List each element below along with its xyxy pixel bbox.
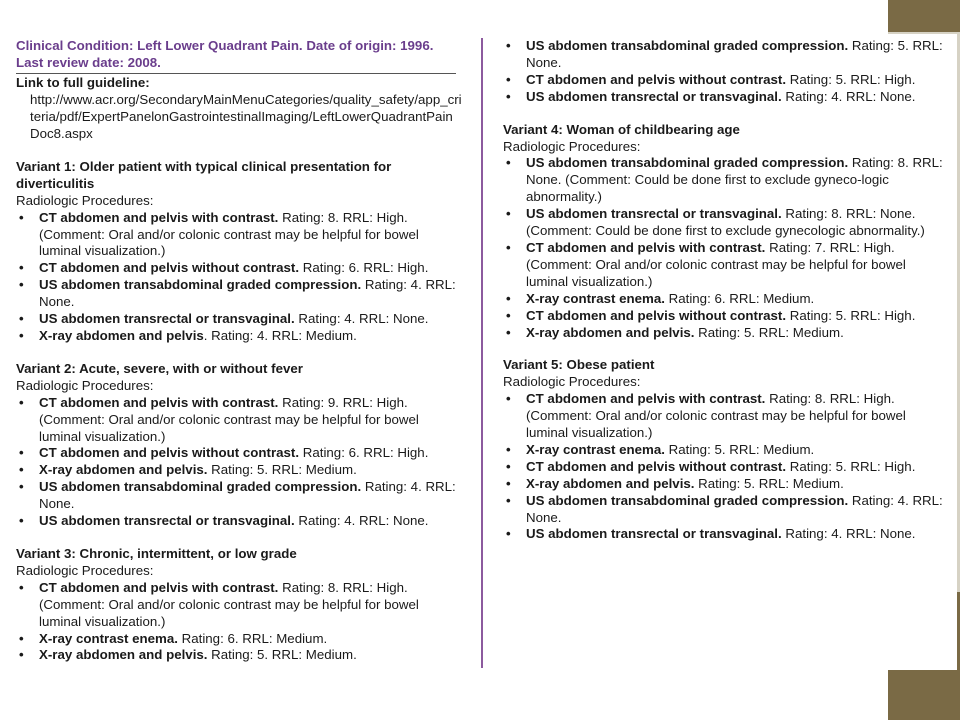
procedure-name: US abdomen transrectal or transvaginal. <box>526 526 782 542</box>
procedure-name: X-ray abdomen and pelvis. <box>39 647 208 663</box>
procedure-name: X-ray abdomen and pelvis. <box>526 324 695 340</box>
procedure-name: CT abdomen and pelvis with contrast. <box>526 239 766 255</box>
document-title: Clinical Condition: Left Lower Quadrant Pain. Date of origin: 1996. Last review date: 2008. <box>16 38 434 70</box>
procedure-rating: Rating: 9. RRL: High. (Comment: Oral and/or colonic contrast may be helpful for bowel luminal visualization.) <box>39 394 419 444</box>
procedure-name: US abdomen transrectal or transvaginal. <box>526 206 782 222</box>
continued-procedure-list <box>503 38 949 106</box>
procedure-rating: Rating: 4. RRL: None. <box>781 88 916 104</box>
procedure-name: X-ray abdomen and pelvis. <box>39 462 208 478</box>
procedure-rating: Rating: 5. RRL: Medium. <box>694 324 844 340</box>
procedure-rating: Rating: 5. RRL: Medium. <box>694 475 844 491</box>
procedure-item <box>16 462 462 479</box>
link-label: Link to full guideline: <box>16 75 150 91</box>
procedure-rating: Rating: 7. RRL: High. (Comment: Oral and/or colonic contrast may be helpful for bowel luminal visualization.) <box>526 239 906 289</box>
procedure-item <box>16 210 462 261</box>
procedure-rating: Rating: 6. RRL: Medium. <box>664 290 815 306</box>
procedure-rating: Rating: 8. RRL: High. (Comment: Oral and/or colonic contrast may be helpful for bowel luminal visualization.) <box>39 209 419 259</box>
procedure-item <box>16 328 462 345</box>
procedure-rating: Rating: 5. RRL: Medium. <box>207 647 357 663</box>
procedure-item <box>503 291 949 308</box>
procedure-rating: Rating: 5. RRL: High. <box>786 458 916 474</box>
procedure-item <box>16 513 462 530</box>
procedure-name: US abdomen transabdominal graded compression. <box>39 479 362 495</box>
procedure-item <box>503 38 949 72</box>
variant-section <box>503 122 949 342</box>
procedure-list <box>16 210 462 345</box>
variant-section <box>16 546 462 664</box>
procedures-label: Radiologic Procedures: <box>16 377 154 393</box>
procedure-name: CT abdomen and pelvis with contrast. <box>39 579 279 595</box>
right-variants <box>503 122 949 544</box>
procedure-rating: Rating: 4. RRL: None. <box>294 311 429 327</box>
procedure-name: CT abdomen and pelvis with contrast. <box>526 391 766 407</box>
procedure-rating: Rating: 5. RRL: Medium. <box>664 441 815 457</box>
procedures-label: Radiologic Procedures: <box>16 562 154 578</box>
procedure-name: US abdomen transabdominal graded compression. <box>39 277 362 293</box>
procedure-item <box>16 260 462 277</box>
procedure-item <box>503 493 949 527</box>
decorative-bar-top <box>888 0 960 32</box>
procedure-item <box>16 479 462 513</box>
procedure-item <box>503 325 949 342</box>
procedure-rating: Rating: 8. RRL: High. (Comment: Oral and/or colonic contrast may be helpful for bowel luminal visualization.) <box>39 579 419 629</box>
procedure-item <box>16 580 462 631</box>
procedure-name: US abdomen transabdominal graded compression. <box>526 38 849 53</box>
procedure-list <box>503 391 949 543</box>
procedure-item <box>16 277 462 311</box>
procedure-item <box>503 459 949 476</box>
procedure-item <box>16 311 462 328</box>
procedure-name: US abdomen transrectal or transvaginal. <box>526 88 782 104</box>
procedures-label: Radiologic Procedures: <box>503 374 641 390</box>
procedure-item <box>503 72 949 89</box>
procedure-item <box>16 647 462 664</box>
left-column <box>16 38 462 664</box>
procedure-name: CT abdomen and pelvis without contrast. <box>526 71 787 87</box>
procedure-rating: Rating: 6. RRL: High. <box>299 445 429 461</box>
procedure-list <box>503 155 949 341</box>
variant-title: Variant 3: Chronic, intermittent, or low grade <box>16 545 297 561</box>
procedure-name: X-ray abdomen and pelvis. <box>526 475 695 491</box>
procedure-name: CT abdomen and pelvis without contrast. <box>526 307 787 323</box>
procedure-item <box>503 206 949 240</box>
procedure-item <box>16 631 462 648</box>
procedure-rating: Rating: 8. RRL: None. (Comment: Could be done first to exclude gyneco-logic abnormality.) <box>526 155 943 205</box>
procedure-name: CT abdomen and pelvis without contrast. <box>526 458 787 474</box>
procedure-name: US abdomen transrectal or transvaginal. <box>39 513 295 529</box>
procedure-item <box>503 308 949 325</box>
right-column <box>503 38 949 543</box>
procedure-name: US abdomen transabdominal graded compression. <box>526 155 849 171</box>
procedure-item <box>503 155 949 206</box>
procedure-rating: Rating: 5. RRL: High. <box>786 71 916 87</box>
procedure-item <box>503 240 949 291</box>
procedure-rating: Rating: 4. RRL: None. <box>39 479 456 512</box>
variant-title: Variant 5: Obese patient <box>503 357 655 373</box>
left-variants <box>16 159 462 664</box>
procedure-rating: Rating: 5. RRL: Medium. <box>207 462 357 478</box>
variant-title: Variant 1: Older patient with typical clinical presentation for diverticulitis <box>16 158 392 191</box>
procedure-name: X-ray abdomen and pelvis <box>39 328 204 343</box>
procedure-list <box>16 395 462 530</box>
procedure-item <box>16 395 462 446</box>
procedure-item <box>16 445 462 462</box>
procedure-name: X-ray contrast enema. <box>526 441 665 457</box>
guideline-link[interactable]: http://www.acr.org/SecondaryMainMenuCategories/quality_safety/app_criteria/pdf/ExpertPanelonGastrointestinalImaging/LeftLowerQuadrantPainDoc8.aspx <box>30 92 462 142</box>
procedure-name: CT abdomen and pelvis without contrast. <box>39 445 300 461</box>
variant-section <box>16 159 462 345</box>
procedure-rating: Rating: 4. RRL: None. <box>294 513 429 529</box>
procedure-rating: Rating: 6. RRL: Medium. <box>177 630 328 646</box>
procedure-name: CT abdomen and pelvis with contrast. <box>39 209 279 225</box>
variant-title: Variant 2: Acute, severe, with or without fever <box>16 360 303 376</box>
procedure-name: X-ray contrast enema. <box>526 290 665 306</box>
procedure-item <box>503 391 949 442</box>
procedure-item <box>503 442 949 459</box>
procedure-name: X-ray contrast enema. <box>39 630 178 646</box>
column-divider <box>481 38 483 668</box>
procedures-label: Radiologic Procedures: <box>503 138 641 154</box>
procedure-rating: Rating: 5. RRL: High. <box>786 307 916 323</box>
procedure-item <box>503 476 949 493</box>
procedure-rating: Rating: 4. RRL: None. <box>781 526 916 542</box>
procedure-name: US abdomen transabdominal graded compression. <box>526 492 849 508</box>
procedure-item <box>503 89 949 106</box>
procedure-rating: Rating: 8. RRL: High. (Comment: Oral and/or colonic contrast may be helpful for bowel luminal visualization.) <box>526 391 906 441</box>
variant-section <box>16 361 462 530</box>
variant-section <box>503 357 949 543</box>
procedure-rating: . Rating: 4. RRL: Medium. <box>203 328 357 343</box>
procedure-rating: Rating: 6. RRL: High. <box>299 260 429 276</box>
procedure-rating: Rating: 4. RRL: None. <box>526 492 943 525</box>
variant-title: Variant 4: Woman of childbearing age <box>503 121 740 137</box>
procedure-rating: Rating: 4. RRL: None. <box>39 277 456 310</box>
procedure-name: CT abdomen and pelvis with contrast. <box>39 394 279 410</box>
procedure-rating: Rating: 8. RRL: None. (Comment: Could be done first to exclude gynecologic abnormality.) <box>526 206 925 239</box>
procedure-item <box>503 526 949 543</box>
procedure-rating: Rating: 5. RRL: None. <box>526 38 943 70</box>
procedure-name: CT abdomen and pelvis without contrast. <box>39 260 300 276</box>
procedure-list <box>16 580 462 665</box>
guideline-document <box>10 34 957 670</box>
title-rule <box>16 73 456 75</box>
procedures-label: Radiologic Procedures: <box>16 192 154 208</box>
procedure-name: US abdomen transrectal or transvaginal. <box>39 311 295 327</box>
